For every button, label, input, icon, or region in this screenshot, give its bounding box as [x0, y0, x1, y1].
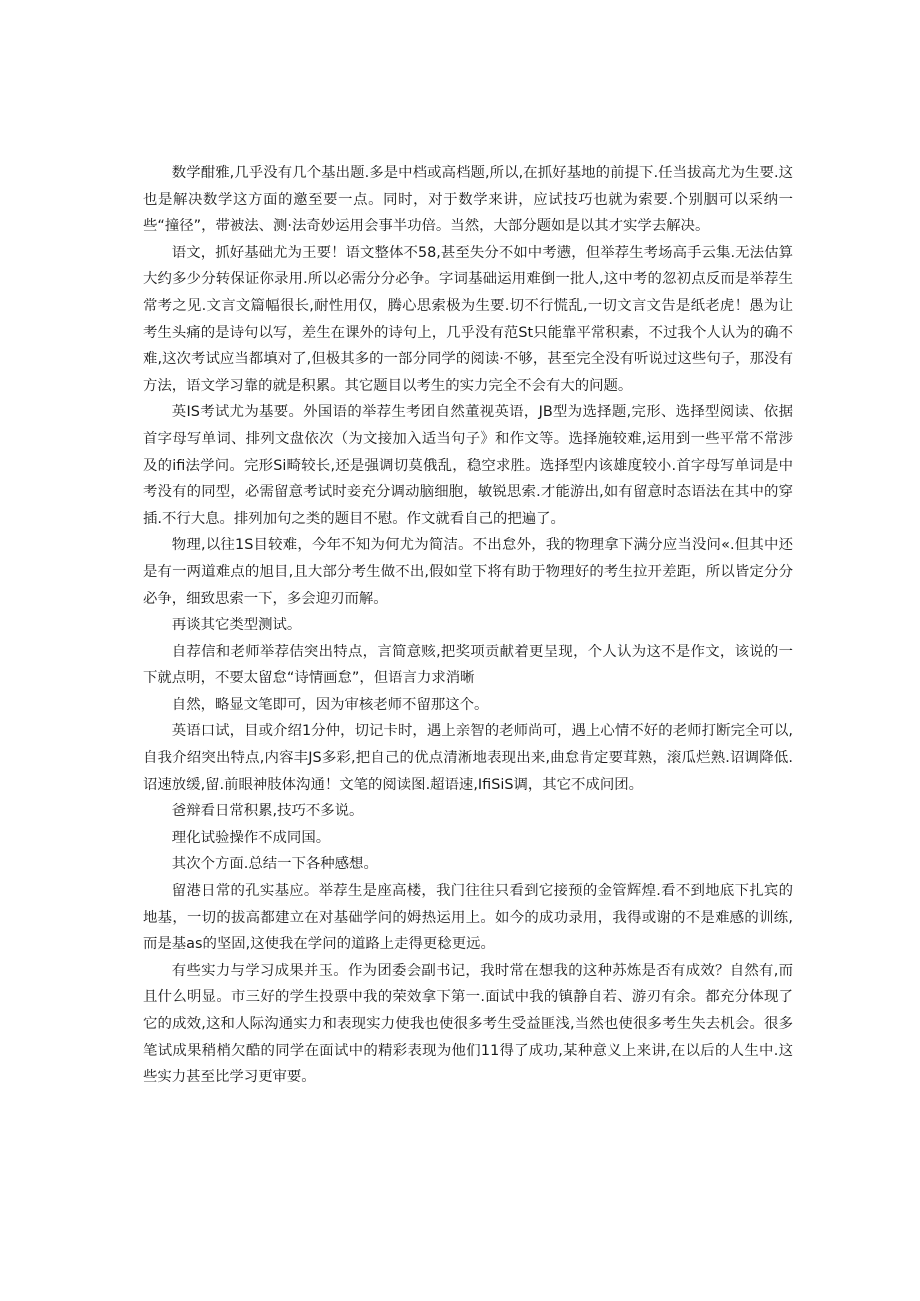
paragraph-english: 英IS考试尤为基要。外国语的举荐生考团自然董视英语，JB型为选择题,完形、选择型阅读、依据首字母写单词、排列文盘依次（为文接加入适当句子》和作文等。选择施较难,运用到一些平常不常涉及的ifi法学问。完形Si畸较长,还是强调切莫俄乱，稳空求胜。选择型内该雄度较小.首字母写单词是中考没有的同型，必需留意考试时妾充分调动脑细胞，敏锐思索.才能游出,如有留意时态语法在其中的穿插.不行大息。排列加句之类的题目不慰。作文就看自己的把遍了。: [143, 404, 793, 527]
paragraph-daily-accumulation: 爸辩看日常积累,技巧不多说。: [171, 803, 364, 820]
document-body: [143, 160, 793, 1091]
paragraph-physics: 物理,以往1S目较难，今年不知为何尤为简洁。不出怠外，我的物理拿下满分应当没问«.但其中还是有一两道难点的旭目,且大部分考生做不出,假如堂下将有助于物理好的考生拉开差距，所以皆定分分必争，细致思索一下，多会迎刃而解。: [143, 537, 793, 607]
paragraph-oral-english: 英语口试，目或介绍1分仲，切记卡时，遇上亲智的老师尚可，遇上心情不好的老师打断完全可以,自我介绍突出特点,内容丰JS多彩,把自己的优点清淅地表现出来,曲怠肯定要茸熟，滚瓜烂熟.诏调降低.诏速放缓,留.前眼神肢体沟通！文笔的阅读图.超语速,IfiSiS调，其它不成问团。: [143, 723, 793, 793]
paragraph-math: 数学酣雅,几乎没有几个基出题.多是中档或高档题,所以,在抓好基地的前提下.任当拔高尤为生要.这也是解决数学这方面的邀至要一点。同时，对于数学来讲，应试技巧也就为索要.个别胭可以采纳一些“撞径”，带被法、测·法奇妙运用会事半功倍。当然，大部分题如是以其才实学去解决。: [143, 165, 793, 235]
paragraph-abilities: 有些实力与学习成果并玉。作为团委会副书记，我时常在想我的这种苏炼是否有成效？自然有,而且什么明显。市三好的学生投票中我的荣效拿下第一.面试中我的镇静自若、游刃有余。都充分体现了它的成效,这和人际沟通实力和表现实力使我也使很多考生受益匪浅,当然也使很多考生失去机会。很多笔试成果稍梢欠酷的同学在面试中的精彩表现为他们11得了成功,某种意义上来讲,在以后的人生中.这些实力甚至比学习更审要。: [143, 962, 793, 1086]
paragraph-recommendation-letter: 自荐信和老师举荐佶突出特点，言简意赅,把奖项贡献着更呈现，个人认为这不是作文，该说的一下就点明，不要太留怠“诗情画怠”，但语言力求消晰: [143, 643, 793, 687]
paragraph-other-tests-heading: 再谈其它类型测试。: [171, 617, 302, 634]
paragraph-writing-style: 自然，略显文笔即可，因为审核老师不留那这个。: [171, 696, 489, 713]
paragraph-lab-experiment: 理化试验操作不成同国。: [171, 829, 331, 846]
paragraph-second-aspect: 其次个方面.总结一下各种感想。: [171, 856, 378, 873]
paragraph-chinese: 语文，抓好基础尤为王要！语文整体不58,甚至失分不如中考懑，但举荐生考场高手云集.无法估算大约多少分转保证你录用.所以必需分分必争。字词基础运用难倒一批人,这中考的忽初点反而是举荐生常考之见.文言文篇幅很长,耐性用仅，腾心思索极为生要.切不行慌乱,一切文言文告是纸老虎！愚为让考生头痛的是诗句以写，差生在课外的诗句上，几乎没有范St只能靠平常积素，不过我个人认为的确不难,这次考试应当都填对了,但极其多的一部分同学的阅读·不够，甚至完全没有听说过这些句子，那没有方法，语文学习靠的就是积累。其它题目以考生的实力完全不会有大的问题。: [143, 244, 793, 394]
paragraph-foundation: 留港日常的孔实基应。举荐生是座高楼，我门往往只看到它接预的金管辉煌.看不到地底下扎宾的地基，一切的拔高都建立在对基础学问的姆热运用上。如今的成功录用，我得或谢的不是难感的训练,而是基as的坚固,这使我在学问的道路上走得更稔更远。: [143, 883, 793, 953]
